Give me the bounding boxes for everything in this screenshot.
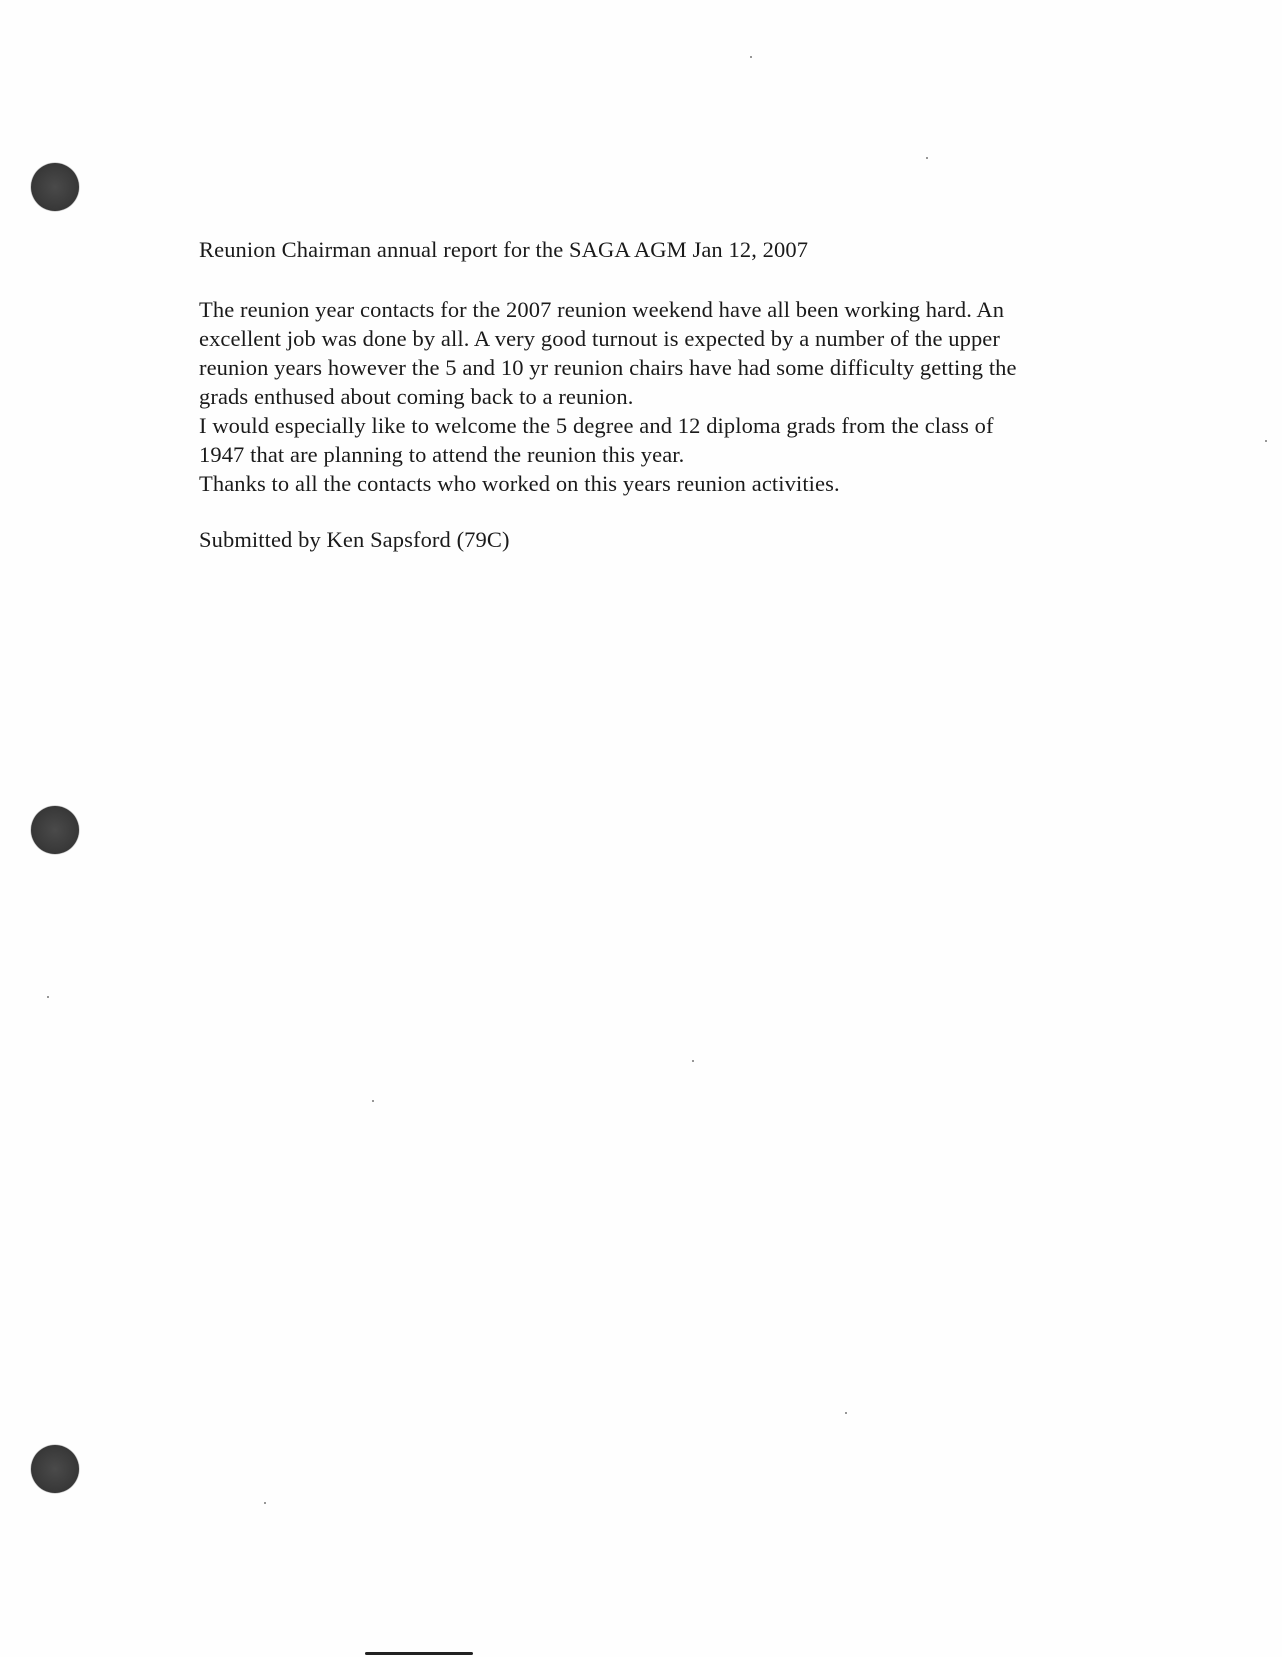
report-title: Reunion Chairman annual report for the SAGA AGM Jan 12, 2007 <box>199 237 809 262</box>
report-body <box>199 295 1119 498</box>
scan-speck <box>372 1100 374 1102</box>
scan-edge-mark <box>365 1652 473 1655</box>
scan-speck <box>264 1502 266 1504</box>
body-line: The reunion year contacts for the 2007 reunion weekend have all been working hard. An <box>199 297 1005 322</box>
body-line: Thanks to all the contacts who worked on this years reunion activities. <box>199 471 840 496</box>
body-line: grads enthused about coming back to a reunion. <box>199 384 634 409</box>
scan-speck <box>1265 440 1267 442</box>
body-line: I would especially like to welcome the 5 degree and 12 diploma grads from the class of <box>199 413 994 438</box>
punch-hole-middle <box>31 806 79 854</box>
body-line: excellent job was done by all. A very good turnout is expected by a number of the upper <box>199 326 1000 351</box>
scan-speck <box>47 996 49 998</box>
scan-speck <box>692 1060 694 1062</box>
scan-speck <box>926 157 928 159</box>
body-line: 1947 that are planning to attend the reunion this year. <box>199 442 685 467</box>
punch-hole-bottom <box>31 1445 79 1493</box>
scan-speck <box>845 1412 847 1414</box>
body-line: reunion years however the 5 and 10 yr reunion chairs have had some difficulty getting the <box>199 355 1017 380</box>
report-signature: Submitted by Ken Sapsford (79C) <box>199 527 510 552</box>
scan-speck <box>750 56 752 58</box>
punch-hole-top <box>31 163 79 211</box>
